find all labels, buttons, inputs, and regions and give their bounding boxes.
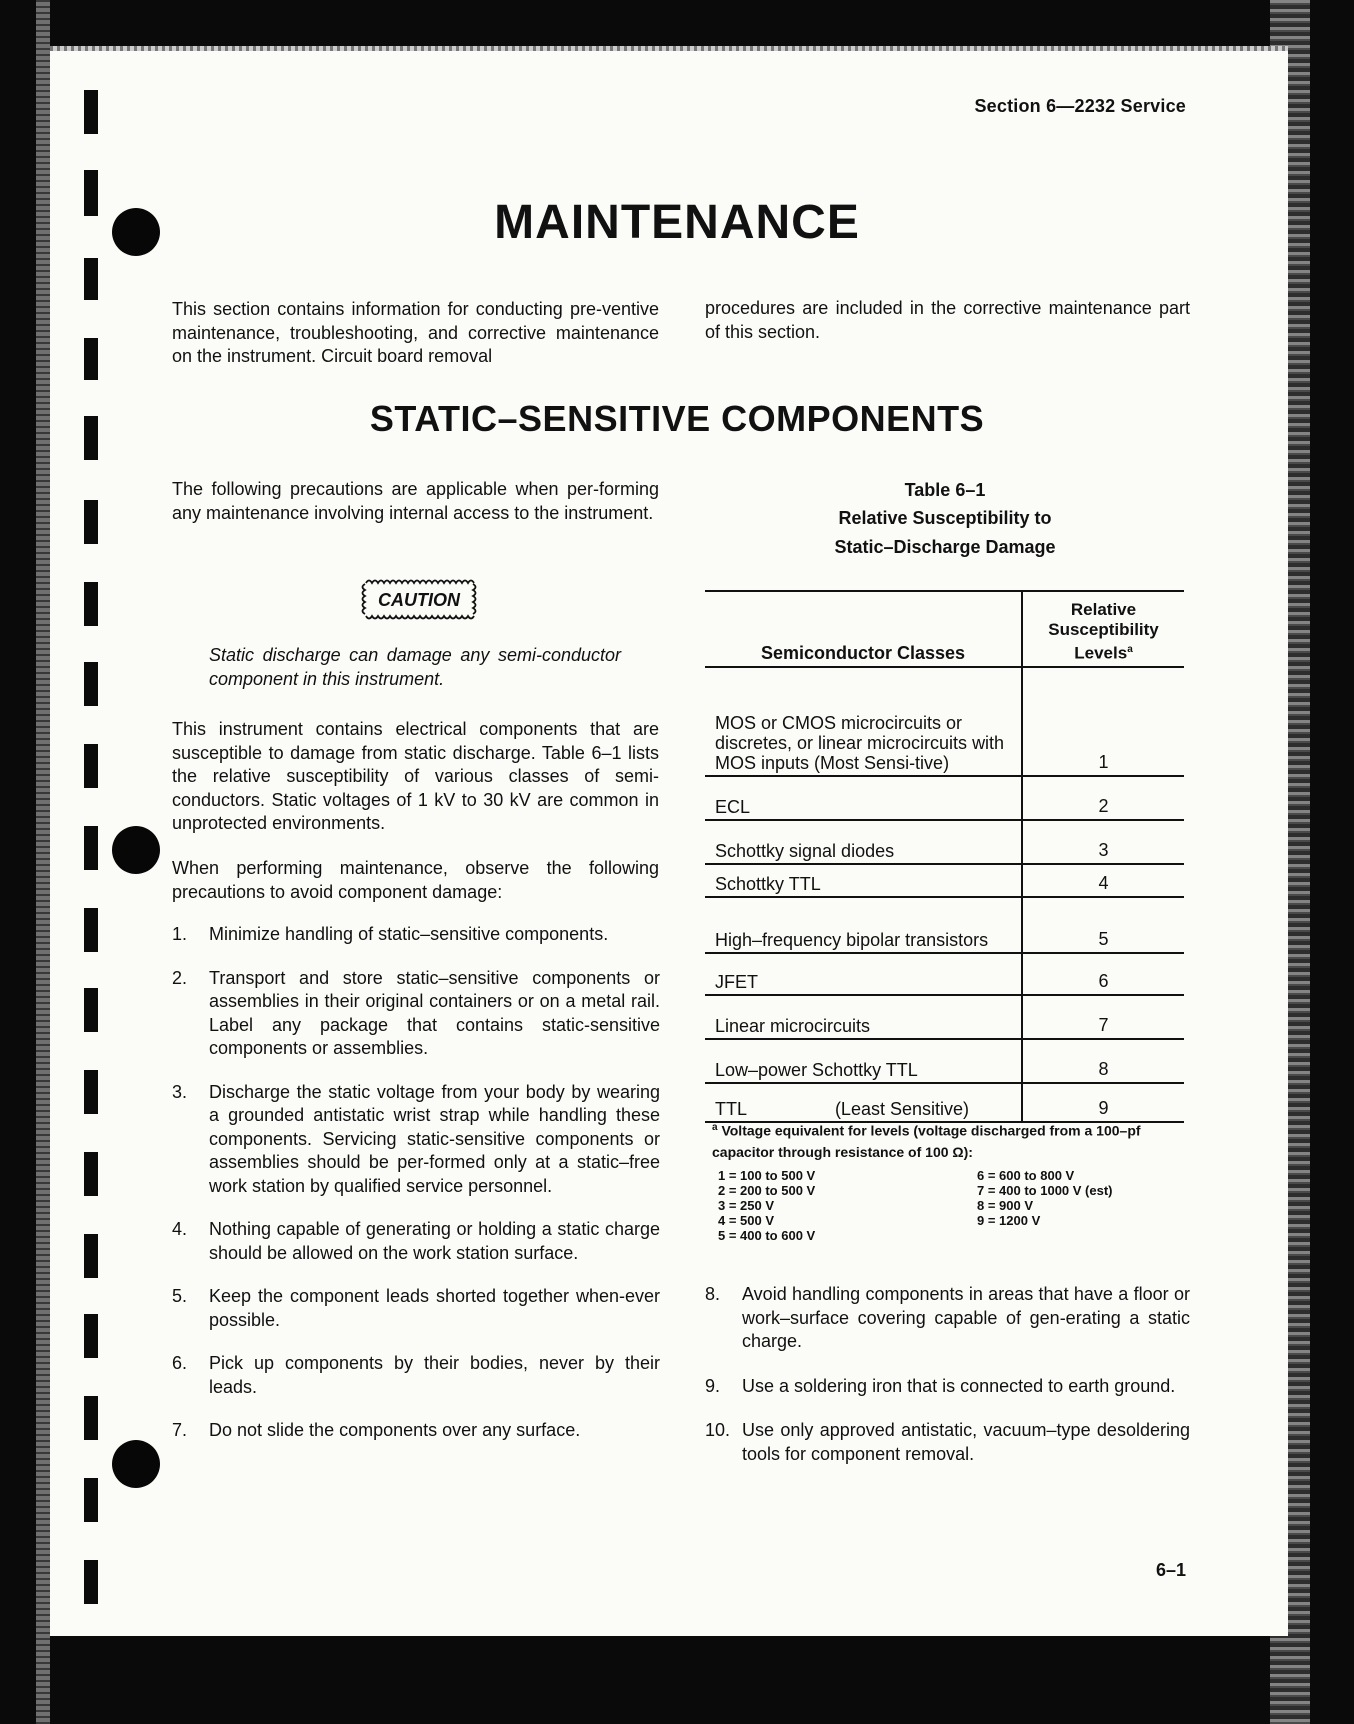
list-text: Nothing capable of generating or holding a static charge should be allowed on the work station surface. xyxy=(209,1219,660,1263)
table-cell-level: 7 xyxy=(1098,1015,1109,1035)
binder-mark xyxy=(84,500,98,544)
binder-mark xyxy=(84,258,98,300)
class-note: (Least Sensitive) xyxy=(834,1099,969,1119)
list-item xyxy=(705,1283,1190,1354)
list-item xyxy=(172,1081,660,1199)
list-item xyxy=(705,1419,1190,1466)
precaution-list-right xyxy=(705,1283,1190,1466)
list-text: Pick up components by their bodies, never by their leads. xyxy=(209,1353,660,1397)
list-number: 8. xyxy=(705,1284,721,1304)
list-number: 7. xyxy=(172,1420,188,1440)
binder-hole xyxy=(112,826,160,874)
list-item xyxy=(172,1352,660,1399)
list-number: 2. xyxy=(172,967,188,988)
column-header-classes: Semiconductor Classes xyxy=(705,592,1023,666)
binder-mark xyxy=(84,338,98,380)
level-entry: 7 = 400 to 1000 V (est) xyxy=(977,1183,1113,1198)
binder-mark xyxy=(84,1314,98,1358)
list-item xyxy=(705,1375,1190,1399)
binder-mark xyxy=(84,582,98,626)
maintenance-title: MAINTENANCE xyxy=(494,196,860,249)
static-body-1: This instrument contains electrical components that are susceptible to damage from static discharge. Table 6–1 lists the relative susceptibility of various classes of semi-conductors. Static voltages of 1 kV to 30 kV are common in unprotected environments. xyxy=(172,719,659,833)
list-text: Transport and store static–sensitive components or assemblies in their original containers or on a metal rail. Label any package that contains static-sensitive components or assemblies. xyxy=(209,967,660,1058)
binder-mark xyxy=(84,662,98,706)
table-cell-level: 2 xyxy=(1098,796,1109,816)
footnote-marker: a xyxy=(1127,644,1133,655)
list-text: Avoid handling components in areas that have a floor or work–surface covering capable of gen-erating a static charge. xyxy=(742,1284,1190,1351)
list-text: Do not slide the components over any surface. xyxy=(209,1420,581,1440)
table-cell-class: Schottky signal diodes xyxy=(705,821,1023,863)
binder-mark xyxy=(84,908,98,952)
table-row xyxy=(705,821,1184,865)
precaution-list-left xyxy=(172,923,660,1443)
table-cell-class xyxy=(705,1084,1023,1121)
table-cell-class: Low–power Schottky TTL xyxy=(705,1040,1023,1082)
table-cell-class: ECL xyxy=(705,777,1023,819)
level-entry: 5 = 400 to 600 V xyxy=(718,1228,816,1243)
list-number: 10. xyxy=(705,1420,731,1440)
binder-hole xyxy=(112,1440,160,1488)
binder-mark xyxy=(84,1396,98,1440)
table-row xyxy=(705,898,1184,954)
table-cell-class: Linear microcircuits xyxy=(705,996,1023,1038)
list-number: 1. xyxy=(172,924,188,944)
precautions-intro: The following precautions are applicable when per-forming any maintenance involving internal access to the instrument. xyxy=(172,479,659,523)
scan-edge-left xyxy=(36,0,50,1724)
static-title: STATIC–SENSITIVE COMPONENTS xyxy=(369,398,985,439)
list-text: Use a soldering iron that is connected to earth ground. xyxy=(742,1375,1176,1396)
table-cell-level: 4 xyxy=(1098,873,1109,893)
table-footnote xyxy=(712,1117,1182,1163)
table-caption-line-2: Static–Discharge Damage xyxy=(834,537,1056,557)
caution-badge xyxy=(356,577,482,621)
list-number: 9. xyxy=(705,1375,721,1396)
table-cell-class: High–frequency bipolar transistors xyxy=(705,898,1023,952)
table-cell-class: MOS or CMOS microcircuits or discretes, or linear microcircuits with MOS inputs (Most Sensi-tive) xyxy=(705,668,1023,775)
header-levels-text: Levels xyxy=(1074,643,1128,663)
table-row xyxy=(705,777,1184,821)
table-caption-line-1: Relative Susceptibility to xyxy=(838,508,1052,528)
binder-mark xyxy=(84,1234,98,1278)
list-number: 3. xyxy=(172,1081,188,1102)
binder-mark xyxy=(84,1560,98,1604)
class-name: TTL xyxy=(715,1099,748,1119)
list-number: 6. xyxy=(172,1353,188,1373)
table-cell-class: JFET xyxy=(705,954,1023,994)
table-cell-level: 1 xyxy=(1098,752,1109,772)
table-cell-level: 8 xyxy=(1098,1059,1109,1079)
list-text: Minimize handling of static–sensitive components. xyxy=(209,924,609,944)
static-body-2: When performing maintenance, observe the following precautions to avoid component damage: xyxy=(172,858,659,902)
binder-mark xyxy=(84,744,98,788)
footnote-text: Voltage equivalent for levels (voltage discharged from a 100–pf capacitor through resistance of 100 Ω): xyxy=(712,1122,1141,1160)
list-item xyxy=(172,1218,660,1265)
table-row xyxy=(705,996,1184,1040)
footnote-marker: a xyxy=(712,1122,718,1133)
header-line xyxy=(1023,640,1184,664)
level-entry: 2 = 200 to 500 V xyxy=(718,1183,816,1198)
caution-text: Static discharge can damage any semi-conductor component in this instrument. xyxy=(209,645,621,689)
table-row xyxy=(705,668,1184,777)
binder-mark xyxy=(84,1152,98,1196)
list-text: Keep the component leads shorted together when-ever possible. xyxy=(209,1286,660,1330)
binder-mark xyxy=(84,1478,98,1522)
scan-edge-top xyxy=(50,46,1288,51)
list-item xyxy=(172,1285,660,1332)
table-cell-level: 5 xyxy=(1098,929,1109,949)
list-number: 4. xyxy=(172,1219,188,1239)
maintenance-intro-left: This section contains information for conducting pre-ventive maintenance, troubleshooting, and corrective maintenance on the instrument. Circuit board removal xyxy=(172,299,659,366)
level-entry: 1 = 100 to 500 V xyxy=(718,1168,816,1183)
binder-mark xyxy=(84,90,98,134)
column-header-levels xyxy=(1023,592,1184,666)
table-cell-level: 3 xyxy=(1098,840,1109,860)
table-cell-level: 9 xyxy=(1098,1098,1109,1118)
level-entry: 4 = 500 V xyxy=(718,1213,775,1228)
binder-mark xyxy=(84,1070,98,1114)
level-entry: 9 = 1200 V xyxy=(977,1213,1041,1228)
table-cell-level: 6 xyxy=(1098,971,1109,991)
binder-mark xyxy=(84,988,98,1032)
table-header-row xyxy=(705,592,1184,668)
page-number: 6–1 xyxy=(1155,1560,1186,1580)
list-item xyxy=(172,967,660,1061)
levels-right xyxy=(977,1168,1113,1228)
table-caption-number: Table 6–1 xyxy=(904,480,986,500)
list-item xyxy=(172,923,660,947)
list-text: Discharge the static voltage from your body by wearing a grounded antistatic wrist strap while handling these components. Servicing static-sensitive components or assemblies should be per-formed only at a static–free work station by qualified service personnel. xyxy=(209,1081,660,1196)
header-line: Relative xyxy=(1070,600,1137,619)
binder-mark xyxy=(84,826,98,870)
list-number: 5. xyxy=(172,1286,188,1306)
level-entry: 6 = 600 to 800 V xyxy=(977,1168,1075,1183)
table-row xyxy=(705,865,1184,898)
susceptibility-table xyxy=(705,590,1184,1123)
table-row xyxy=(705,954,1184,996)
caution-label: CAUTION xyxy=(378,590,460,610)
level-entry: 8 = 900 V xyxy=(977,1198,1034,1213)
maintenance-intro-right: procedures are included in the corrective maintenance part of this section. xyxy=(705,298,1190,342)
table-cell-class: Schottky TTL xyxy=(705,865,1023,896)
section-header: Section 6—2232 Service xyxy=(974,96,1186,116)
list-item xyxy=(172,1419,660,1443)
table-row xyxy=(705,1040,1184,1084)
header-line: Susceptibility xyxy=(1048,620,1159,639)
levels-left xyxy=(718,1168,815,1243)
list-text: Use only approved antistatic, vacuum–type desoldering tools for component removal. xyxy=(742,1420,1190,1464)
level-entry: 3 = 250 V xyxy=(718,1198,775,1213)
